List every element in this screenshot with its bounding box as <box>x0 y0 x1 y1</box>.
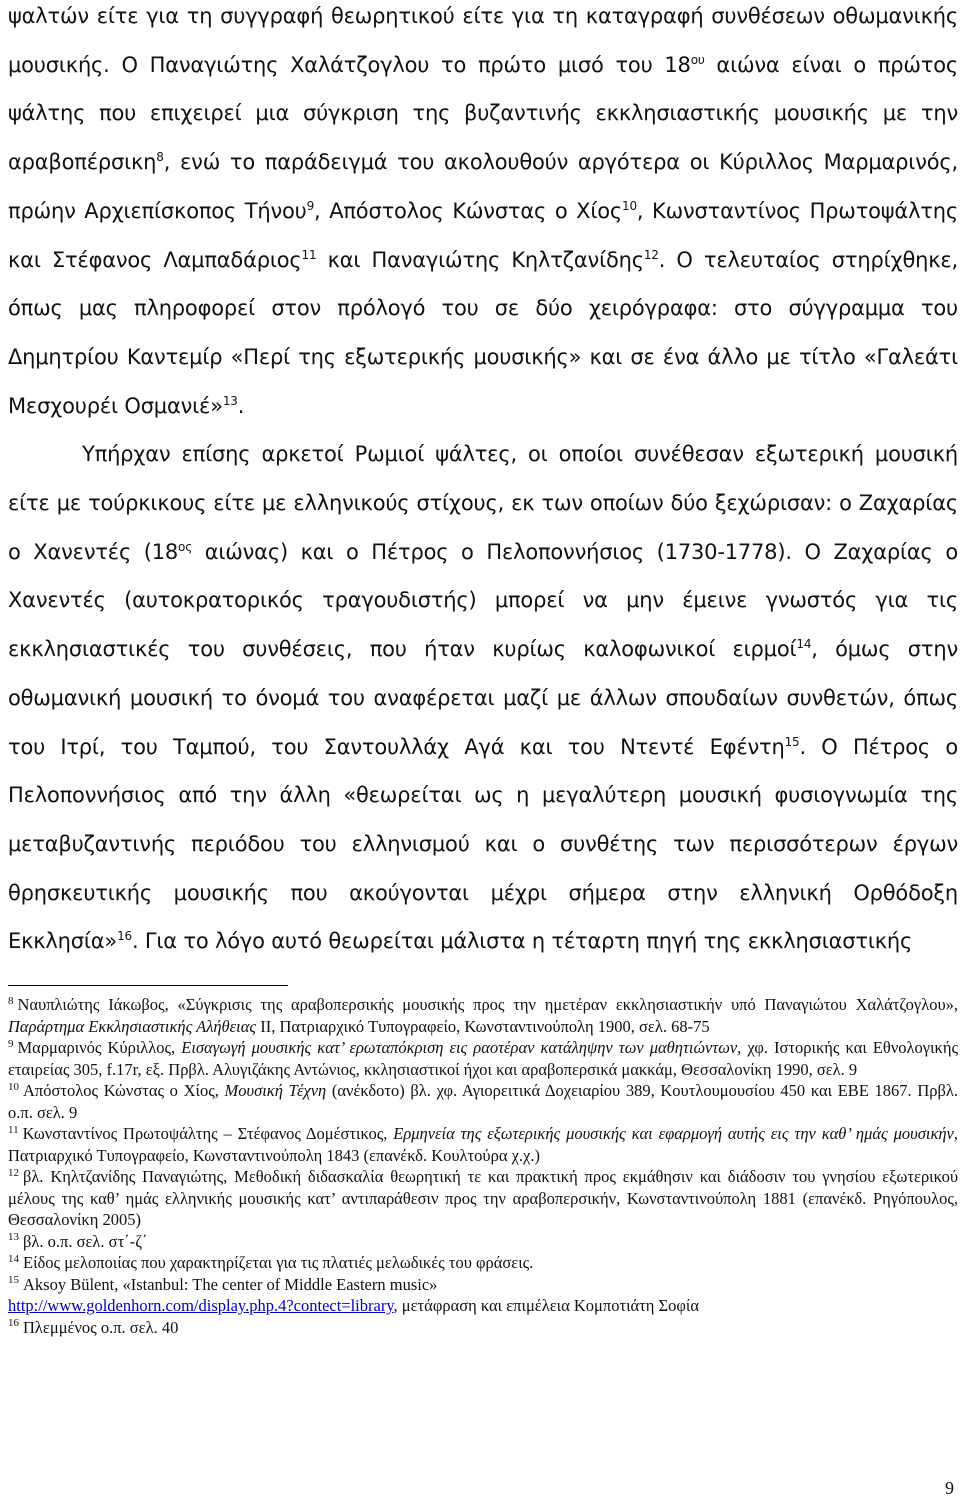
footnote-separator <box>8 985 288 986</box>
footnote-text: Είδος μελοποιίας που χαρακτηρίζεται για τις πλατιές μελωδικές του φράσεις. <box>23 1253 534 1272</box>
footnote-14 <box>8 1252 958 1274</box>
paragraph-1 <box>8 0 958 430</box>
footnotes <box>8 994 958 1338</box>
footnote-ref-11[interactable]: 11 <box>301 247 317 262</box>
page-number: 9 <box>945 1478 954 1498</box>
text-run: , όμως στην οθωμανική μουσική το όνομά του αναφέρεται μαζί με άλλων σπουδαίων συνθετών, όπως του Ιτρί, του Ταμπού, του Σαντουλλάχ Αγά και του Ντεντέ Εφέντη <box>8 637 958 759</box>
paragraph-2 <box>8 430 958 966</box>
footnote-number: 16 <box>8 1317 19 1329</box>
text-run: ψαλτών είτε για τη συγγραφή θεωρητικού είτε για τη καταγραφή συνθέσεων οθωμανικής μουσικής. Ο Παναγιώτης Χαλάτζογλου το πρώτο μισό του 18 <box>8 4 958 77</box>
footnote-ref-14[interactable]: 14 <box>796 637 812 652</box>
footnote-number: 13 <box>8 1231 19 1243</box>
footnote-number: 14 <box>8 1252 19 1265</box>
text-run: . <box>237 393 245 418</box>
footnote-number: 15 <box>8 1274 19 1286</box>
footnote-ref-9[interactable]: 9 <box>306 198 315 213</box>
footnote-11 <box>8 1123 958 1166</box>
footnote-text: βλ. ο.π. σελ. στ΄-ζ΄ <box>23 1231 148 1251</box>
footnote-number: 8 <box>8 994 14 1007</box>
footnote-ref-16[interactable]: 16 <box>117 929 132 944</box>
footnote-italic-title: Ερμηνεία της εξωτερικής μουσικής και εφαρμογή αυτής εις την καθ’ ημάς μουσικήν <box>393 1124 954 1143</box>
footnote-number: 12 <box>8 1166 19 1179</box>
footnote-number: 11 <box>8 1123 19 1136</box>
footnote-text: , Πατριαρχικό Τυπογραφείο, Κωνσταντινούπολη 1843 (επανέκδ. Κουλτούρα χ.χ.) <box>8 1124 958 1165</box>
footnote-ref-13[interactable]: 13 <box>222 393 238 408</box>
text-run: και Παναγιώτης Κηλτζανίδης <box>316 247 644 272</box>
footnote-ref-8[interactable]: 8 <box>156 150 164 165</box>
footnote-text: βλ. Κηλτζανίδης Παναγιώτης, Μεθοδική διδασκαλία θεωρητική τε και πρακτική προς εκμάθησιν και διάδοσιν του γνησίου εξωτερικού μέλους της καθ’ ημάς ελληνικής μουσικής κατ’ αντιπαράθεσιν προς την αραβοπερσικήν, Κωνσταντινούπολη 1881 (επανέκδ. Ρηγόπουλος, Θεσσαλονίκη 2005) <box>8 1167 958 1229</box>
footnote-8 <box>8 994 958 1037</box>
footnote-italic-title: Μουσική Τέχνη <box>224 1081 327 1100</box>
footnote-16 <box>8 1317 958 1339</box>
footnote-12 <box>8 1166 958 1231</box>
footnote-10 <box>8 1080 958 1123</box>
text-run: , ενώ το παράδειγμά του ακολουθούν αργότερα οι Κύριλλος Μαρμαρινός, πρώην Αρχιεπίσκοπος Τήνου <box>8 150 958 223</box>
text-run: . Για το λόγο αυτό θεωρείται μάλιστα η τέταρτη πηγή της εκκλησιαστικής <box>131 929 913 954</box>
text-run: , Κωνσταντίνος Πρωτοψάλτης και Στέφανος Λαμπαδάριος <box>8 198 958 272</box>
footnote-15 <box>8 1274 958 1317</box>
text-run: . Ο Πέτρος ο Πελοποννήσιος από την άλλη «θεωρείται ως η μεγαλύτερη μουσική φυσιογνωμία της μεταβυζαντινής περιόδου του ελληνισμού και ο συνθέτης των περισσότερων έργων θρησκευτικής μουσικής που ακούγονται μέχρι σήμερα στην ελληνική Ορθόδοξη Εκκλησία» <box>8 734 959 954</box>
text-run: . Ο τελευταίος στηρίχθηκε, όπως μας πληροφορεί στον πρόλογό του σε δύο χειρόγραφα: στο σύγγραμμα του Δημητρίου Καντεμίρ «Περί της εξωτερικής μουσικής» και σε ένα άλλο με τίτλο «Γαλεάτι Μεσχουρέι Οσμανιέ» <box>8 247 958 418</box>
footnote-text: Κωνσταντίνος Πρωτοψάλτης – Στέφανος Δομέστικος, <box>22 1124 394 1143</box>
footnote-number: 10 <box>8 1080 19 1093</box>
footnote-text: χφ. Ιστορικής και Εθνολογικής εταιρείας 305, f.17r, εξ. Πρβλ. Αλυγιζάκης Αντώνιος, κκλησιαστικοί ήχοι και αραβοπερσικά μακκάμ, Θεσσαλονίκη 1990, σελ. 9 <box>8 1038 958 1079</box>
footnote-italic-title: Εισαγωγή μουσικής κατ’ ερωταπόκριση εις ραοτέραν κατάληψην των μαθητιώντων, <box>181 1038 742 1057</box>
ordinal-superscript: ου <box>690 52 705 67</box>
ordinal-superscript: ος <box>178 539 193 554</box>
body-text <box>8 0 958 966</box>
footnote-text: (ανέκδοτο) βλ. χφ. Αγιορειτικά Δοχειαρίου 389, Κουτλουμουσίου 450 και ΕΒΕ 1867. Πρβλ. ο.π. σελ. 9 <box>8 1081 958 1122</box>
footnote-ref-10[interactable]: 10 <box>622 198 637 213</box>
text-run: , Απόστολος Κώνστας ο Χίος <box>314 198 623 223</box>
footnote-13 <box>8 1231 958 1253</box>
footnote-text: Απόστολος Κώνστας ο Χίος, <box>23 1081 225 1100</box>
footnote-9 <box>8 1037 958 1080</box>
footnote-url-link[interactable]: http://www.goldenhorn.com/display.php.4?contect=library <box>8 1296 394 1315</box>
footnote-text: Aksoy Bülent, «Istanbul: The center of Middle Eastern music» <box>23 1274 438 1294</box>
footnote-ref-15[interactable]: 15 <box>784 734 800 749</box>
text-run: Υπήρχαν επίσης αρκετοί Ρωμιοί ψάλτες, οι οποίοι συνέθεσαν εξωτερική μουσική είτε με τούρκικους είτε με ελληνικούς στίχους, εκ των οποίων δύο ξεχώρισαν: ο Ζαχαρίας ο Χανεντές (18 <box>8 442 958 564</box>
footnote-italic-title: Παράρτημα Εκκλησιαστικής Αλήθειας <box>8 1016 257 1036</box>
footnote-text: Ναυπλιώτης Ιάκωβος, «Σύγκρισις της αραβοπερσικής μουσικής προς την ημετέραν εκκλησιαστικήν υπό Παναγιώτου Χαλάτζογλου», <box>17 995 958 1014</box>
footnote-text: Μαρμαρινός Κύριλλος, <box>17 1038 182 1057</box>
text-run: αιώνα είναι ο πρώτος ψάλτης που επιχειρεί μια σύγκριση της βυζαντινής εκκλησιαστικής μουσικής με την αραβοπέρσικη <box>8 52 959 175</box>
footnote-text: , μετάφραση και επιμέλεια Κομποτιάτη Σοφία <box>393 1296 700 1315</box>
footnote-text: Πλεμμένος ο.π. σελ. 40 <box>23 1317 179 1337</box>
text-run: αιώνας) και ο Πέτρος ο Πελοποννήσιος (1730-1778). Ο Ζαχαρίας ο Χανεντές (αυτοκρατορικός τραγουδιστής) μπορεί να μην έμεινε γνωστός για τις εκκλησιαστικές του συνθέσεις, που ήταν κυρίως καλοφωνικοί ειρμοί <box>8 539 958 662</box>
footnote-text: ΙΙ, Πατριαρχικό Τυπογραφείο, Κωνσταντινούπολη 1900, σελ. 68-75 <box>256 1016 710 1036</box>
footnote-ref-12[interactable]: 12 <box>643 247 659 262</box>
footnote-number: 9 <box>8 1037 14 1050</box>
